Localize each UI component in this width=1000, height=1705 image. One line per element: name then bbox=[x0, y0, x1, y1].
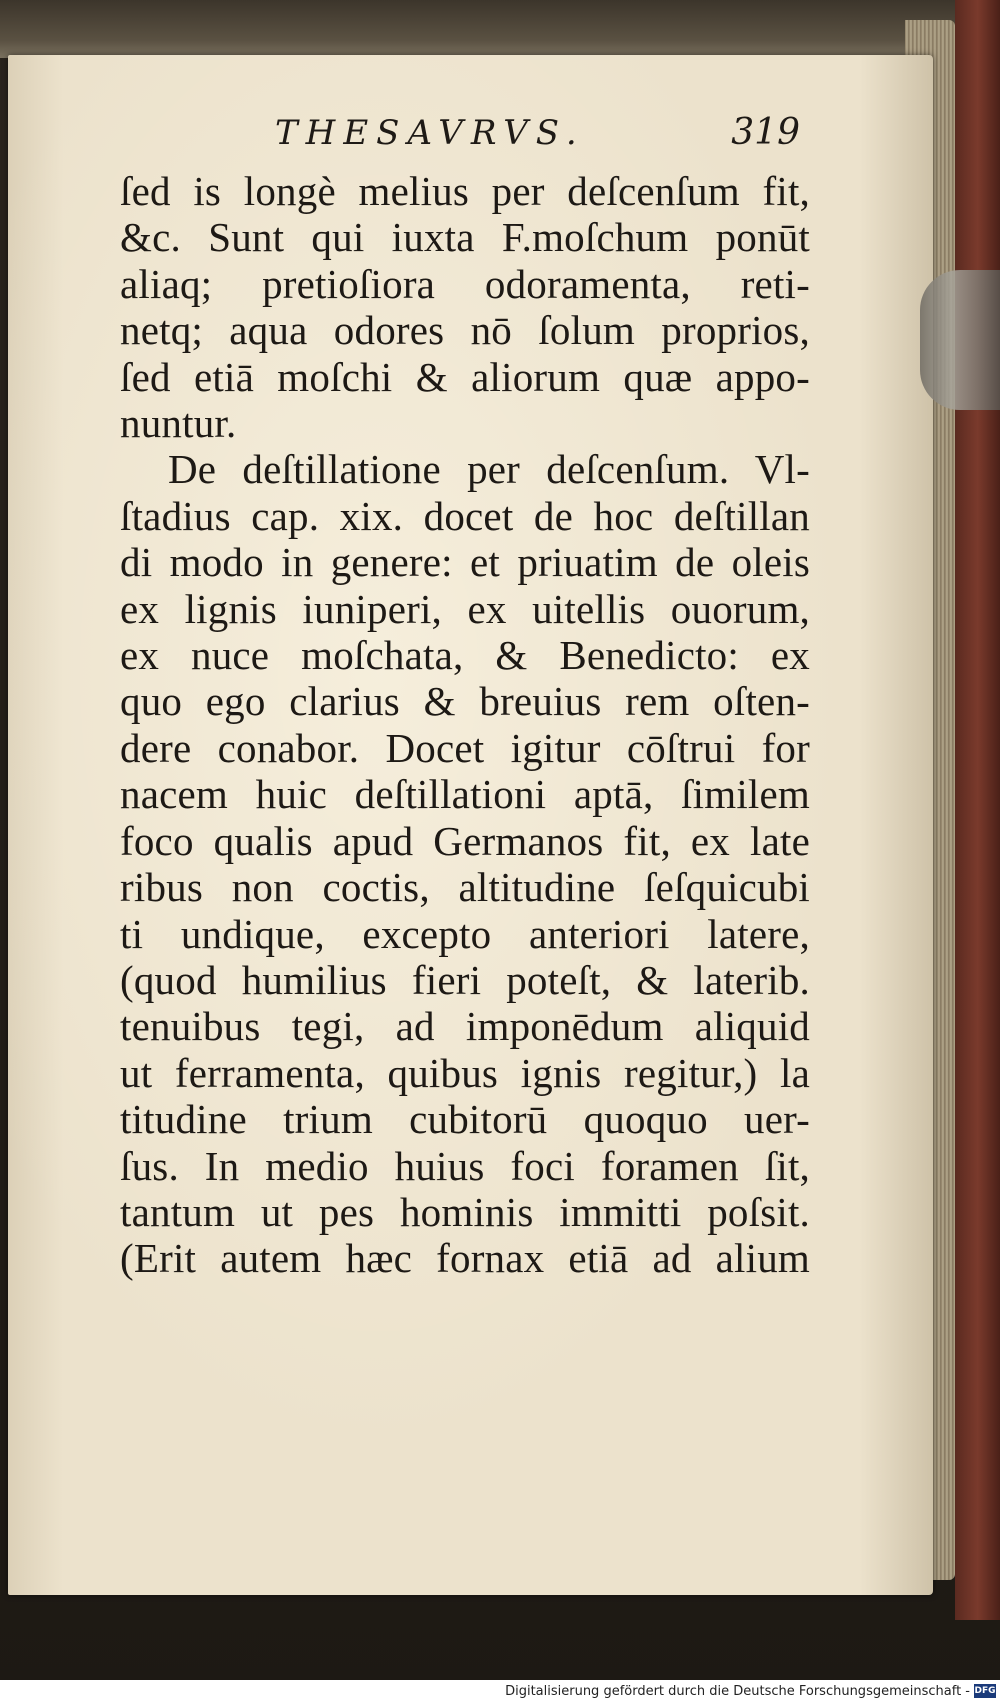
text-line: tenuibus tegi, ad imponēdum aliquid bbox=[120, 1003, 810, 1050]
text-line: De deſtillatione per deſcenſum. Vl- bbox=[168, 446, 810, 493]
book-cover-edge bbox=[955, 0, 1000, 1620]
text-line: ſtadius cap. xix. docet de hoc deſtillan bbox=[120, 492, 810, 539]
text-line: titudine trium cubitorū quoquo uer- bbox=[120, 1096, 810, 1143]
text-line: foco qualis apud Germanos fit, ex late bbox=[120, 817, 810, 864]
text-line: quo ego clarius & breuius rem oſten- bbox=[120, 678, 810, 725]
text-line: ex nuce moſchata, & Benedicto: ex bbox=[120, 632, 810, 679]
text-line: tantum ut pes hominis immitti poſsit. bbox=[120, 1188, 810, 1235]
text-line: nuntur. bbox=[120, 400, 237, 447]
text-line: ſus. In medio huius foci foramen ſit, bbox=[120, 1142, 810, 1189]
text-line: nacem huic deſtillationi aptā, ſimilem bbox=[120, 771, 810, 818]
text-line: dere conabor. Docet igitur cōſtrui for bbox=[120, 724, 810, 771]
text-line: ribus non coctis, altitudine ſeſquicubi bbox=[120, 864, 810, 911]
text-line: ex lignis iuniperi, ex uitellis ouorum, bbox=[120, 585, 810, 632]
text-line: aliaq; pretioſiora odoramenta, reti- bbox=[120, 260, 810, 307]
running-title: THESAVRVS. bbox=[275, 113, 585, 153]
body-text bbox=[120, 168, 810, 1282]
text-line: ti undique, excepto anteriori latere, bbox=[120, 910, 810, 957]
digitization-footer bbox=[0, 1680, 1000, 1705]
page-clip bbox=[920, 270, 1000, 410]
text-line: (quod humilius fieri poteſt, & laterib. bbox=[120, 956, 810, 1003]
text-line: ut ferramenta, quibus ignis regitur,) la bbox=[120, 1049, 810, 1096]
text-line: di modo in genere: et priuatim de oleis bbox=[120, 539, 810, 586]
text-line: (Erit autem hæc fornax etiā ad alium bbox=[120, 1235, 810, 1282]
dfg-logo: DFG bbox=[974, 1686, 996, 1696]
text-line: ſed etiā moſchi & aliorum quæ appo- bbox=[120, 353, 810, 400]
page-number: 319 bbox=[731, 112, 800, 153]
text-line: &c. Sunt qui iuxta F.moſchum ponūt bbox=[120, 214, 810, 261]
text-line: netq; aqua odores nō ſolum proprios, bbox=[120, 307, 810, 354]
funding-credit: Digitalisierung gefördert durch die Deutsche Forschungsgemeinschaft - bbox=[505, 1684, 970, 1699]
running-head bbox=[275, 112, 800, 162]
text-line: ſed is longè melius per deſcenſum fit, bbox=[120, 168, 810, 214]
book-top-edge bbox=[0, 0, 960, 58]
